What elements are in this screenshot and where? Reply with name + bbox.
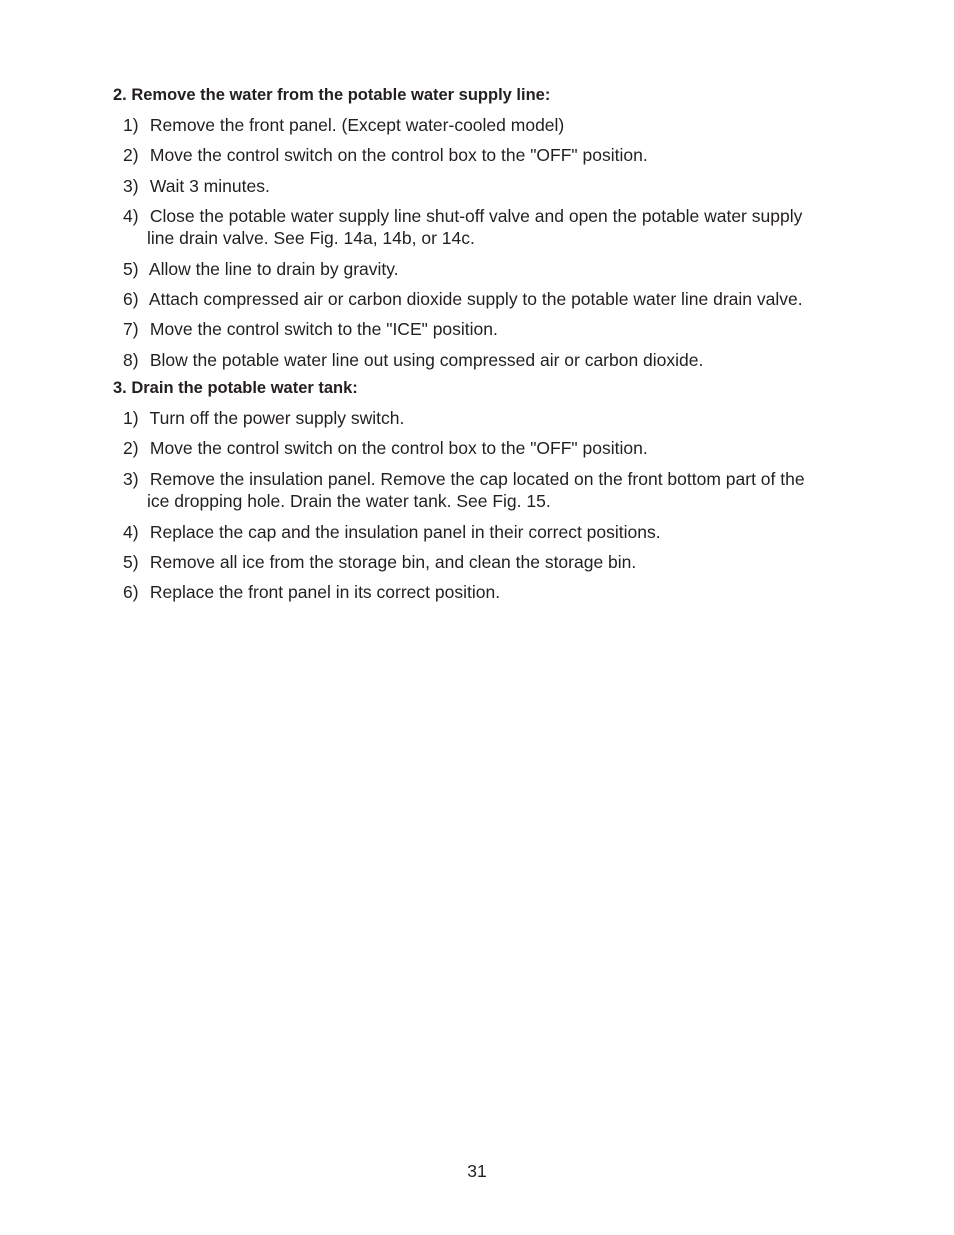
section-3-step-3 bbox=[123, 468, 853, 512]
section-2-step-8 bbox=[123, 349, 853, 371]
step-number: 6) bbox=[123, 289, 139, 309]
step-text: Replace the front panel in its correct position. bbox=[149, 582, 501, 602]
step-number: 2) bbox=[123, 145, 139, 165]
step-text: Close the potable water supply line shut-off valve and open the potable water supply bbox=[149, 206, 803, 226]
section-3-step-5 bbox=[123, 551, 853, 573]
section-2-step-6 bbox=[123, 288, 853, 310]
step-number: 4) bbox=[123, 522, 139, 542]
step-number: 4) bbox=[123, 206, 139, 226]
step-number: 2) bbox=[123, 438, 139, 458]
section-2-step-7 bbox=[123, 318, 853, 340]
section-3-step-4 bbox=[123, 521, 853, 543]
section-2-step-1 bbox=[123, 114, 853, 136]
section-2-step-4 bbox=[123, 205, 853, 249]
step-number: 6) bbox=[123, 582, 139, 602]
step-text-continuation: ice dropping hole. Drain the water tank. See Fig. 15. bbox=[147, 491, 551, 511]
step-text: Turn off the power supply switch. bbox=[149, 408, 405, 428]
step-text: Blow the potable water line out using compressed air or carbon dioxide. bbox=[149, 350, 704, 370]
step-number: 3) bbox=[123, 176, 139, 196]
section-3-step-6 bbox=[123, 581, 853, 603]
step-number: 7) bbox=[123, 319, 139, 339]
section-2-step-3 bbox=[123, 175, 853, 197]
step-number: 3) bbox=[123, 469, 139, 489]
step-text-continuation: line drain valve. See Fig. 14a, 14b, or 14c. bbox=[147, 228, 475, 248]
step-text: Move the control switch on the control box to the "OFF" position. bbox=[149, 145, 648, 165]
step-text: Wait 3 minutes. bbox=[149, 176, 270, 196]
step-text: Move the control switch on the control box to the "OFF" position. bbox=[149, 438, 648, 458]
step-number: 8) bbox=[123, 350, 139, 370]
section-2-heading: 2. Remove the water from the potable water supply line: bbox=[113, 86, 551, 104]
section-3-step-2 bbox=[123, 437, 853, 459]
step-text: Attach compressed air or carbon dioxide supply to the potable water line drain valve. bbox=[148, 289, 803, 309]
page-number: 31 bbox=[467, 1161, 487, 1181]
step-text: Remove all ice from the storage bin, and clean the storage bin. bbox=[149, 552, 637, 572]
step-number: 5) bbox=[123, 552, 139, 572]
step-text: Replace the cap and the insulation panel in their correct positions. bbox=[149, 522, 661, 542]
section-3-heading: 3. Drain the potable water tank: bbox=[113, 379, 358, 397]
step-number: 1) bbox=[123, 115, 139, 135]
step-number: 5) bbox=[123, 259, 139, 279]
section-3-step-1 bbox=[123, 407, 853, 429]
step-text: Allow the line to drain by gravity. bbox=[148, 259, 399, 279]
step-text: Remove the insulation panel. Remove the cap located on the front bottom part of the bbox=[149, 469, 805, 489]
step-text: Remove the front panel. (Except water-cooled model) bbox=[149, 115, 565, 135]
section-2-step-2 bbox=[123, 144, 853, 166]
step-text: Move the control switch to the "ICE" position. bbox=[149, 319, 498, 339]
section-2-step-5 bbox=[123, 258, 853, 280]
step-number: 1) bbox=[123, 408, 139, 428]
